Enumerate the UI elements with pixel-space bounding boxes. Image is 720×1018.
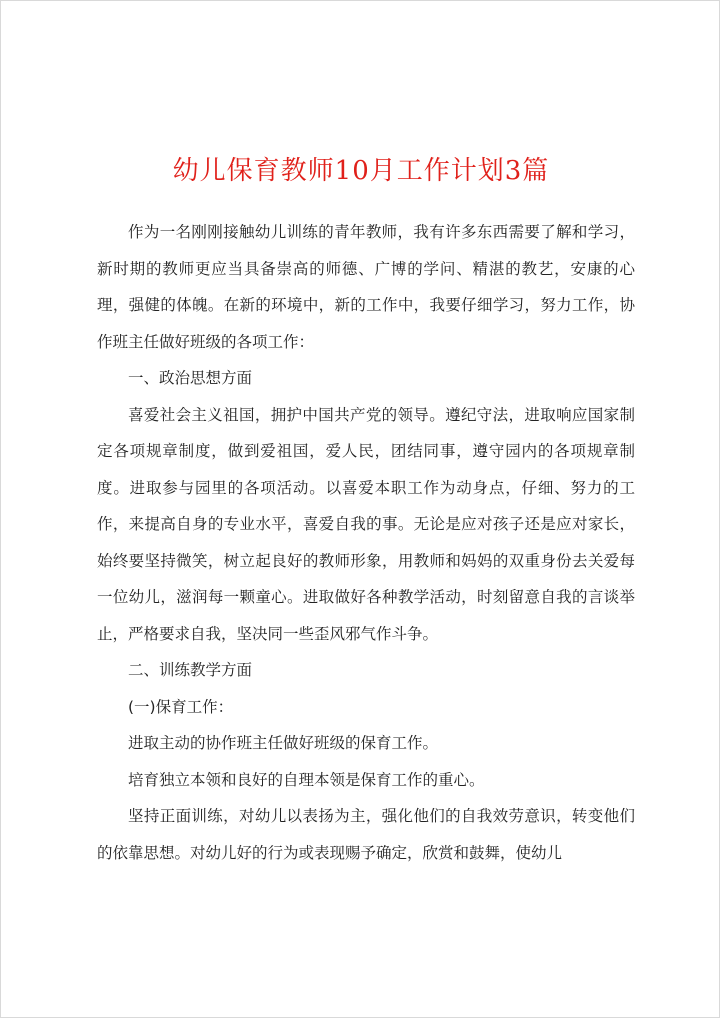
document-title: 幼儿保育教师10月工作计划3篇 <box>172 156 550 186</box>
paragraph-intro: 作为一名刚刚接触幼儿训练的青年教师，我有许多东西需要了解和学习，新时期的教师更应当具备崇高的师德、广博的学问、精湛的教艺，安康的心理，强健的体魄。在新的环境中，新的工作中，我要仔细学习，努力工作，协作班主任做好班级的各项工作： <box>97 223 635 351</box>
subsection-heading-care: (一)保育工作： <box>128 697 234 716</box>
paragraph-politics: 喜爱社会主义祖国，拥护中国共产党的领导。遵纪守法，进取响应国家制定各项规章制度，做到爱祖国，爱人民，团结同事，遵守园内的各项规章制度。进取参与园里的各项活动。以喜爱本职工作为动身点，仔细、努力的工作，来提高自身的专业水平，喜爱自我的事。无论是应对孩子还是应对家长，始终要坚持微笑，树立起良好的教师形象，用教师和妈妈的双重身份去关爱每一位幼儿，滋润每一颗童心。进取做好各种教学活动，时刻留意自我的言谈举止，严格要求自我，坚决同一些歪风邪气作斗争。 <box>97 405 635 643</box>
paragraph-care-3: 坚持正面训练，对幼儿以表扬为主，强化他们的自我效劳意识，转变他们的依靠思想。对幼儿好的行为或表现赐予确定，欣赏和鼓舞，使幼儿 <box>97 807 635 862</box>
document-body <box>97 214 635 871</box>
section-heading-politics: 一、政治思想方面 <box>128 369 253 387</box>
section-heading-teaching: 二、训练教学方面 <box>128 661 253 679</box>
paragraph-care-1: 进取主动的协作班主任做好班级的保育工作。 <box>128 734 439 752</box>
paragraph-care-2: 培育独立本领和良好的自理本领是保育工作的重心。 <box>128 770 485 789</box>
